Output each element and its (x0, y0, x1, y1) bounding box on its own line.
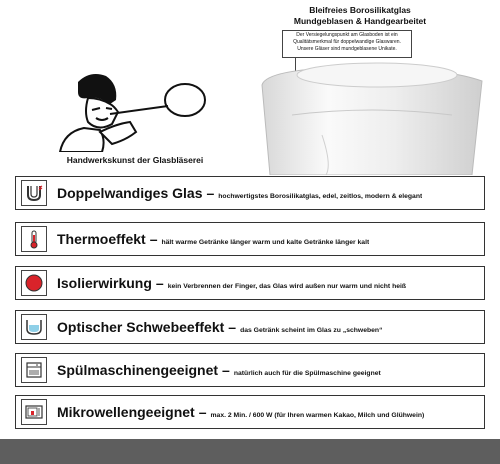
feature-row-thermo (15, 222, 485, 256)
feature-desc: hält warme Getränke länger warm und kalte Getränke länger kalt (161, 239, 370, 246)
thermometer-icon (21, 226, 47, 252)
glass-title-line1: Bleifreies Borosilikatglas (309, 5, 411, 15)
feature-dash: – (222, 362, 230, 378)
glass-title-line2: Mundgeblasen & Handgearbeitet (293, 16, 427, 26)
glassblower-illustration (40, 62, 210, 152)
feature-row-floating (15, 310, 485, 344)
red-circle-icon (21, 270, 47, 296)
feature-name: Optischer Schwebeeffekt (57, 319, 225, 335)
feature-desc: das Getränk scheint im Glas zu „schweben“ (240, 327, 383, 334)
header-section (0, 0, 500, 170)
feature-dash: – (155, 275, 164, 291)
feature-name: Thermoeffekt (57, 231, 146, 247)
bottom-bar (0, 439, 500, 464)
feature-name: Mikrowellengeeignet (57, 404, 195, 420)
double-wall-icon (21, 180, 47, 206)
feature-row-insulation (15, 266, 485, 300)
glass-note-box: Der Versiegelungspunkt am Glasboden ist ein Qualitätsmerkmal für doppelwandige Glaswaren. Unsere Gläser sind mundgeblasene Unikate. (282, 30, 412, 58)
feature-row-double-wall (15, 176, 485, 210)
glass-title (270, 5, 450, 27)
feature-dash: – (198, 404, 207, 420)
feature-row-microwave (15, 395, 485, 429)
microwave-icon (21, 399, 47, 425)
feature-desc: natürlich auch für die Spülmaschine geeignet (233, 370, 381, 377)
feature-dash: – (149, 231, 158, 247)
feature-desc: max. 2 Min. / 600 W (für Ihren warmen Kakao, Milch und Glühwein) (210, 412, 425, 419)
feature-name: Isolierwirkung (57, 275, 152, 291)
feature-desc: hochwertigstes Borosilikatglas, edel, zeitlos, modern & elegant (218, 193, 423, 200)
glass-photo (252, 55, 492, 175)
feature-desc: kein Verbrennen der Finger, das Glas wird außen nur warm und nicht heiß (167, 283, 407, 290)
feature-dash: – (206, 185, 215, 201)
feature-name: Spülmaschinengeeignet (57, 362, 219, 378)
glassblower-caption: Handwerkskunst der Glasbläserei (66, 155, 204, 165)
feature-row-dishwasher (15, 353, 485, 387)
feature-dash: – (228, 319, 237, 335)
floating-cup-icon (21, 314, 47, 340)
feature-name: Doppelwandiges Glas (57, 185, 203, 201)
dishwasher-icon (21, 357, 47, 383)
